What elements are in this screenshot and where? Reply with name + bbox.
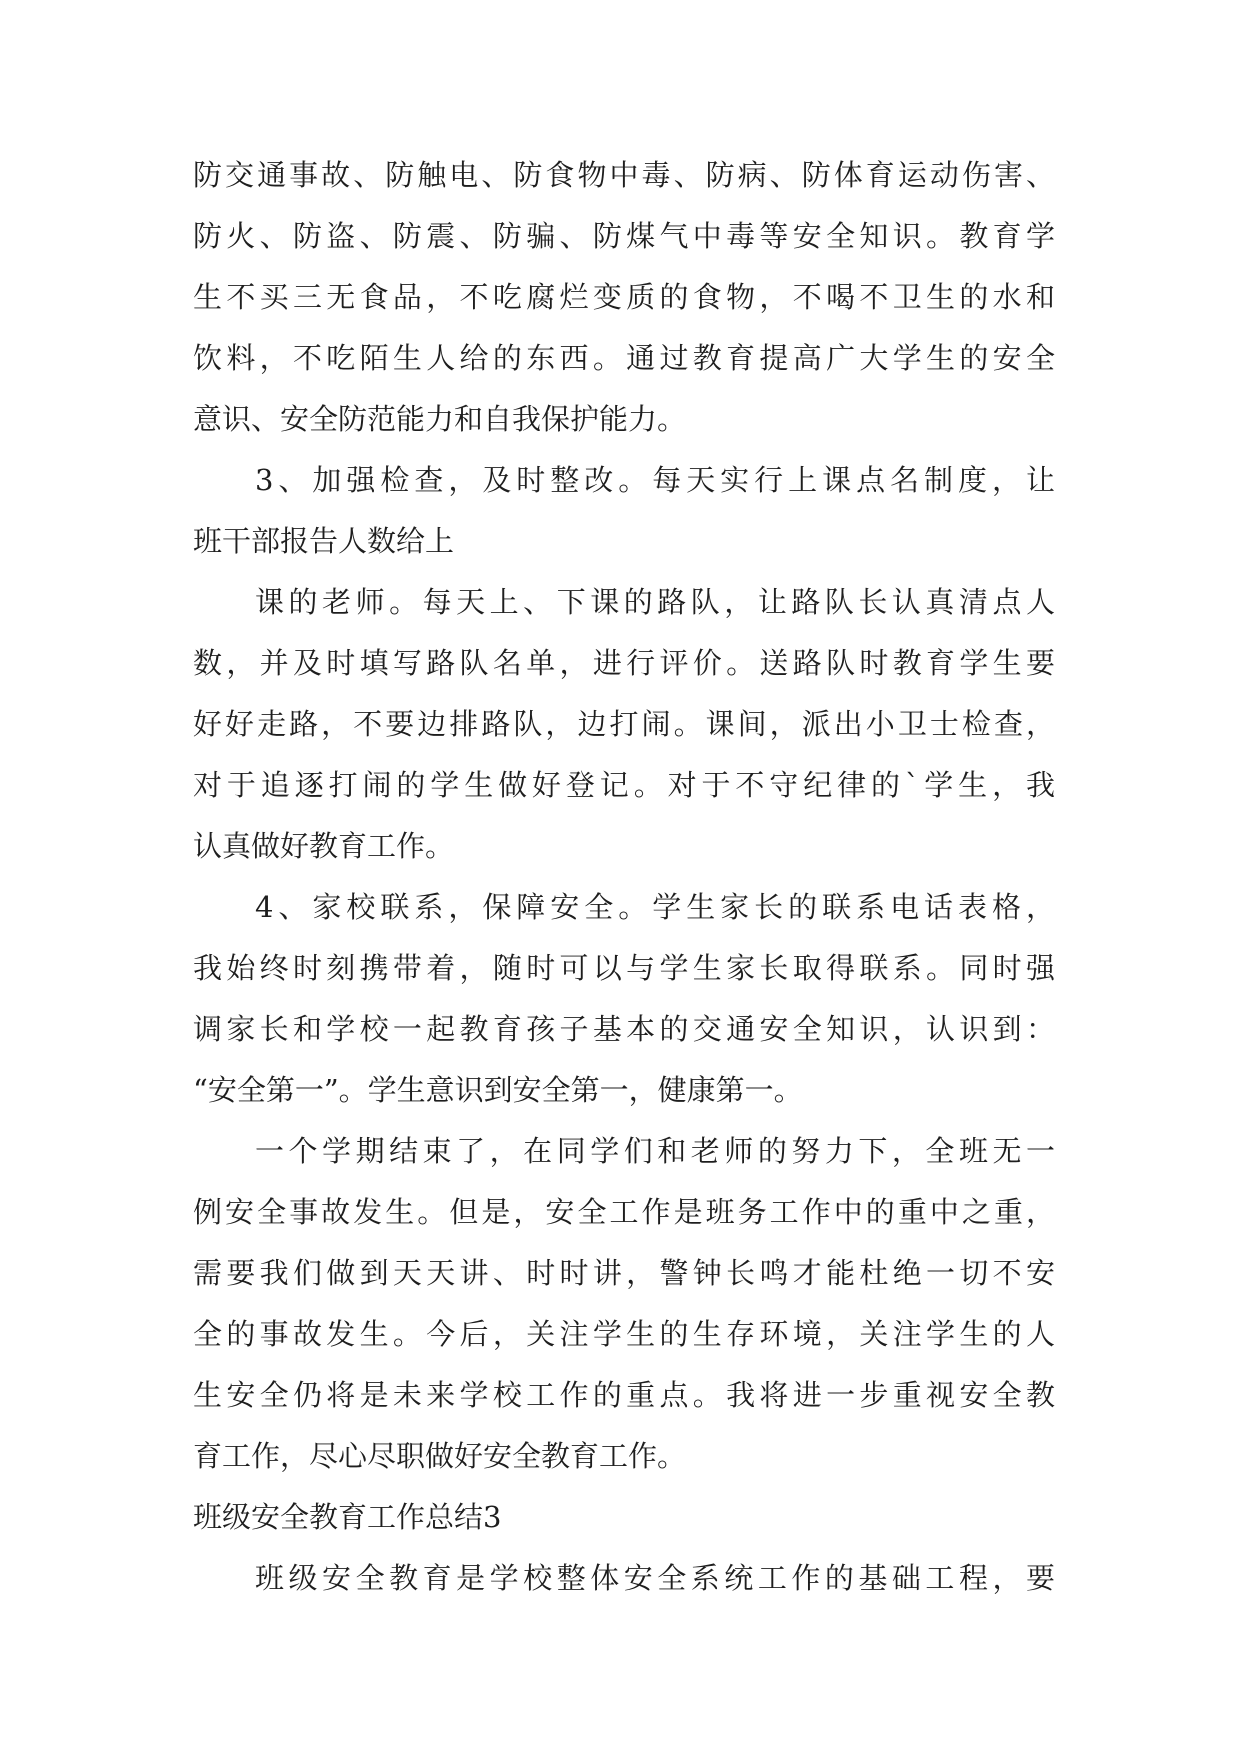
text-line: 育工作，尽心尽职做好安全教育工作。 [193, 1439, 687, 1473]
text-line: 生不买三无食品，不吃腐烂变质的食物，不喝不卫生的水和 [193, 280, 1055, 314]
paragraph-start-line: 课的老师。每天上、下课的路队，让路队长认真清点人 [255, 585, 1055, 619]
text-line: 认真做好教育工作。 [193, 829, 455, 863]
text-line: 饮料，不吃陌生人给的东西。通过教育提高广大学生的安全 [193, 341, 1055, 375]
text-line: 防交通事故、防触电、防食物中毒、防病、防体育运动伤害、 [193, 158, 1055, 192]
text-line: “安全第一”。学生意识到安全第一，健康第一。 [193, 1073, 803, 1107]
paragraph-start-line: 班级安全教育是学校整体安全系统工作的基础工程，要 [255, 1561, 1055, 1595]
text-line: 需要我们做到天天讲、时时讲，警钟长鸣才能杜绝一切不安 [193, 1256, 1055, 1290]
paragraph-start-line: 一个学期结束了，在同学们和老师的努力下，全班无一 [255, 1134, 1055, 1168]
text-line: 意识、安全防范能力和自我保护能力。 [193, 402, 687, 436]
text-line: 调家长和学校一起教育孩子基本的交通安全知识，认识到： [193, 1012, 1055, 1046]
text-line: 对于追逐打闹的学生做好登记。对于不守纪律的`学生，我 [193, 768, 1055, 802]
text-line: 数，并及时填写路队名单，进行评价。送路队时教育学生要 [193, 646, 1055, 680]
text-line: 班干部报告人数给上 [193, 524, 455, 558]
text-line: 例安全事故发生。但是，安全工作是班务工作中的重中之重， [193, 1195, 1055, 1229]
text-line: 好好走路，不要边排路队，边打闹。课间，派出小卫士检查， [193, 707, 1055, 741]
text-line: 我始终时刻携带着，随时可以与学生家长取得联系。同时强 [193, 951, 1055, 985]
paragraph-start-line: 4、家校联系，保障安全。学生家长的联系电话表格， [255, 890, 1055, 924]
section-heading: 班级安全教育工作总结3 [193, 1500, 502, 1534]
text-line: 生安全仍将是未来学校工作的重点。我将进一步重视安全教 [193, 1378, 1055, 1412]
text-line: 防火、防盗、防震、防骗、防煤气中毒等安全知识。教育学 [193, 219, 1055, 253]
text-line: 全的事故发生。今后，关注学生的生存环境，关注学生的人 [193, 1317, 1055, 1351]
paragraph-start-line: 3、加强检查，及时整改。每天实行上课点名制度，让 [255, 463, 1055, 497]
